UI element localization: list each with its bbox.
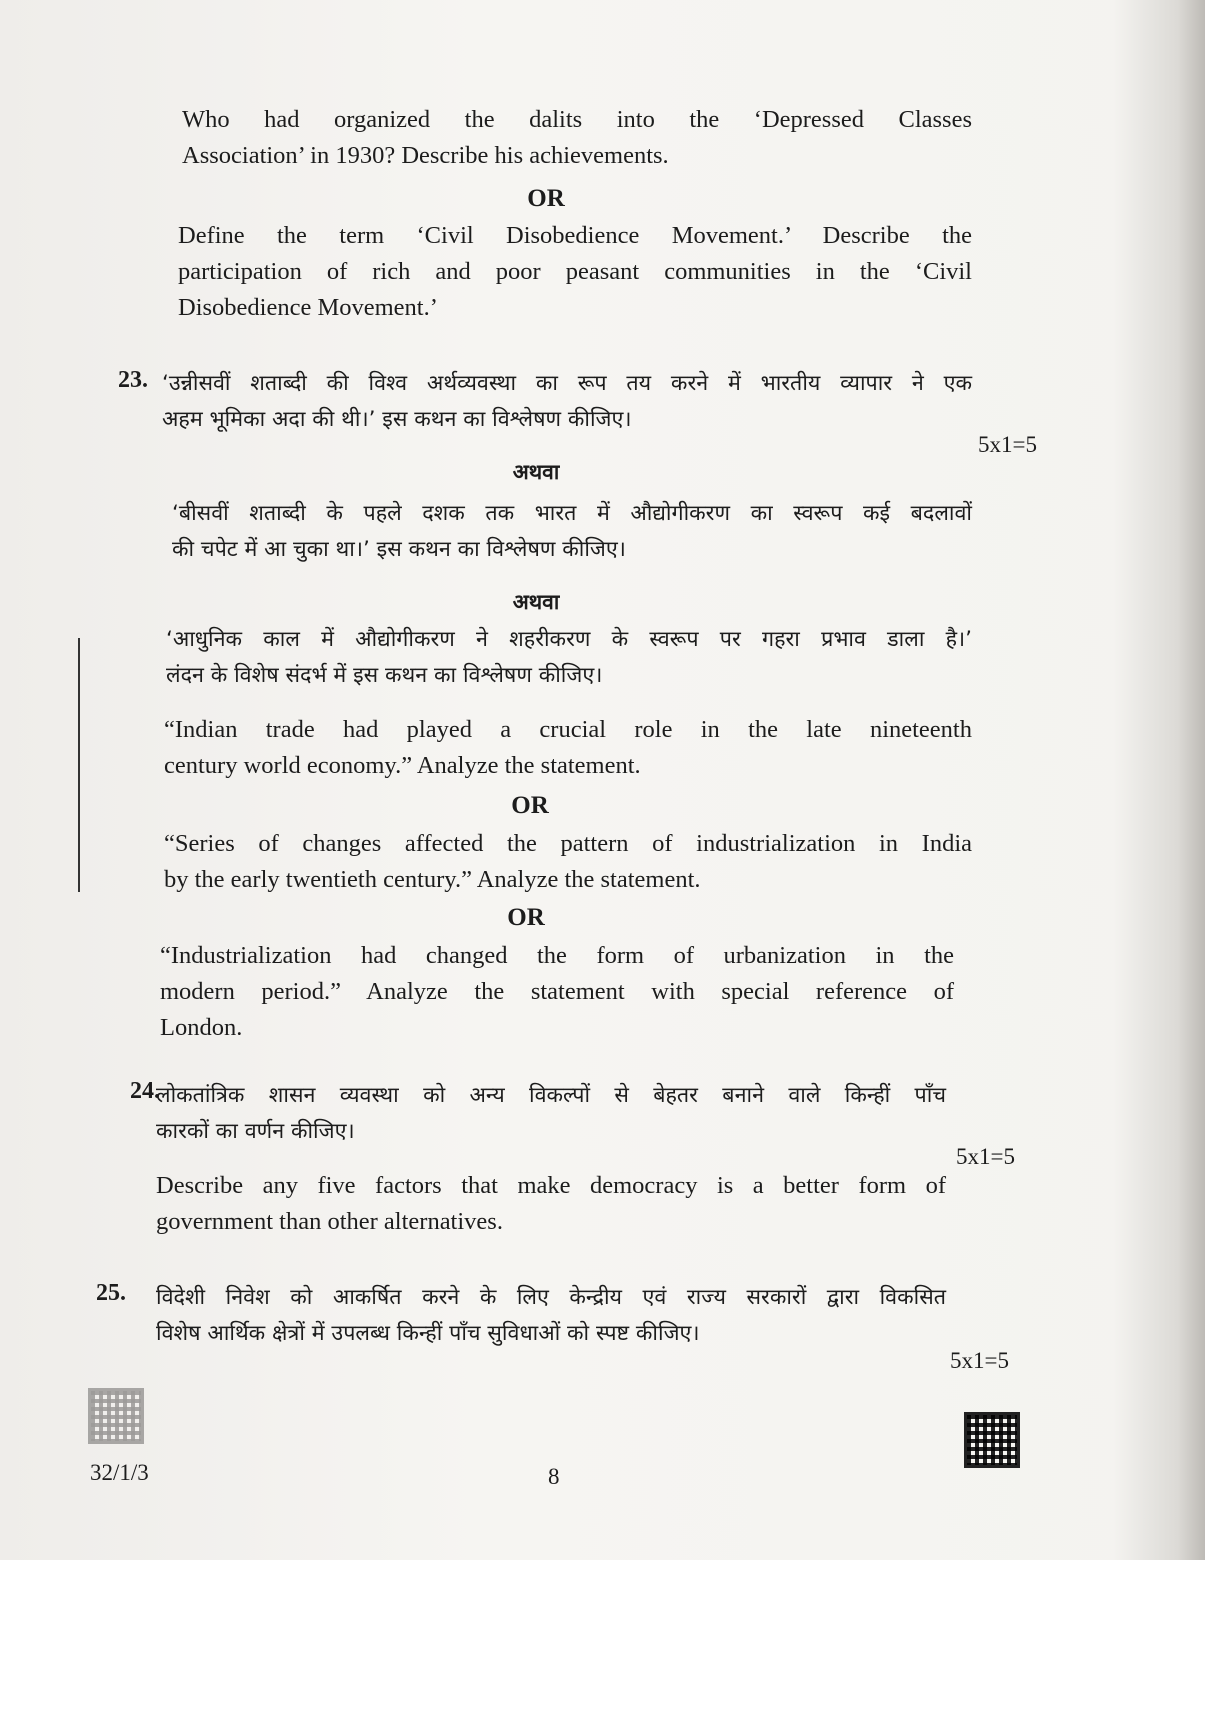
q25-marks: 5x1=5 <box>950 1348 1009 1373</box>
q24-number: 24. <box>130 1078 160 1104</box>
faint-qr-code-icon <box>88 1388 144 1444</box>
q23-english-alt-2-line-3: London. <box>160 1014 243 1041</box>
q22-main-line-1: Who had organized the dalits into the ‘Depressed Classes <box>182 106 972 133</box>
q22-alt-line-2: participation of rich and poor peasant communities in the ‘Civil <box>178 258 972 285</box>
q23-hindi-alt-2 <box>166 622 972 694</box>
q25-number: 25. <box>96 1280 126 1306</box>
q23-number: 23. <box>118 367 148 393</box>
q24-english-line-1: Describe any five factors that make democracy is a better form of <box>156 1172 946 1199</box>
q23-english-alt-2-line-2: modern period.” Analyze the statement with special reference of <box>160 978 954 1005</box>
q23-hindi-main-line-1: ‘उन्नीसवीं शताब्दी की विश्व अर्थव्यवस्था का रूप तय करने में भारतीय व्यापार ने एक <box>162 371 972 396</box>
q22-alt-line-3: Disobedience Movement.’ <box>178 294 438 321</box>
q23-english-alt-1 <box>164 826 972 898</box>
qr-code-icon <box>964 1412 1020 1468</box>
q22-alt-text <box>178 218 972 326</box>
q22-alt-line-1: Define the term ‘Civil Disobedience Movement.’ Describe the <box>178 222 972 249</box>
q23-english-main <box>164 712 972 784</box>
paper-code: 32/1/3 <box>90 1460 149 1485</box>
q24-marks: 5x1=5 <box>956 1144 1015 1169</box>
q25-hindi-line-2: विशेष आर्थिक क्षेत्रों में उपलब्ध किन्हीं पाँच सुविधाओं को स्पष्ट कीजिए। <box>156 1321 700 1346</box>
q22-main-line-2: Association’ in 1930? Describe his achievements. <box>182 142 669 169</box>
page-number: 8 <box>548 1464 560 1489</box>
q23-hindi-main <box>162 366 972 438</box>
q23-hindi-alt-2-line-2: लंदन के विशेष संदर्भ में इस कथन का विश्लेषण कीजिए। <box>166 663 603 688</box>
q25-hindi-line-1: विदेशी निवेश को आकर्षित करने के लिए केन्द्रीय एवं राज्य सरकारों द्वारा विकसित <box>156 1285 946 1310</box>
q23-athva-1: अथवा <box>512 460 560 484</box>
q23-or-2: OR <box>507 904 545 931</box>
q23-hindi-main-line-2: अहम भूमिका अदा की थी।’ इस कथन का विश्लेषण कीजिए। <box>162 407 632 432</box>
q24-english-line-2: government than other alternatives. <box>156 1208 503 1235</box>
q22-main-text <box>182 102 972 174</box>
q23-or-1: OR <box>511 792 549 819</box>
q24-hindi <box>156 1078 946 1150</box>
q22-or: OR <box>527 185 565 212</box>
q23-english-alt-1-line-1: “Series of changes affected the pattern of industrialization in India <box>164 830 972 857</box>
q23-hindi-alt-2-line-1: ‘आधुनिक काल में औद्योगीकरण ने शहरीकरण के स्वरूप पर गहरा प्रभाव डाला है।’ <box>166 627 972 652</box>
q23-athva-2: अथवा <box>512 590 560 614</box>
q23-english-alt-2 <box>160 938 954 1046</box>
q23-marks: 5x1=5 <box>978 432 1037 457</box>
q24-hindi-line-2: कारकों का वर्णन कीजिए। <box>156 1119 355 1144</box>
q25-hindi <box>156 1280 946 1352</box>
q23-english-alt-1-line-2: by the early twentieth century.” Analyze the statement. <box>164 866 701 893</box>
page-bottom-margin <box>0 1560 1205 1718</box>
page-spine-shadow <box>1113 0 1205 1600</box>
q24-hindi-line-1: लोकतांत्रिक शासन व्यवस्था को अन्य विकल्पों से बेहतर बनाने वाले किन्हीं पाँच <box>156 1083 946 1108</box>
margin-bracket-line <box>78 638 80 892</box>
q23-hindi-alt-1-line-1: ‘बीसवीं शताब्दी के पहले दशक तक भारत में औद्योगीकरण का स्वरूप कई बदलावों <box>172 501 972 526</box>
q23-hindi-alt-1-line-2: की चपेट में आ चुका था।’ इस कथन का विश्लेषण कीजिए। <box>172 537 626 562</box>
q24-english <box>156 1168 946 1240</box>
q23-english-main-line-2: century world economy.” Analyze the statement. <box>164 752 641 779</box>
q23-english-main-line-1: “Indian trade had played a crucial role in the late nineteenth <box>164 716 972 743</box>
q23-hindi-alt-1 <box>172 496 972 568</box>
q23-english-alt-2-line-1: “Industrialization had changed the form of urbanization in the <box>160 942 954 969</box>
